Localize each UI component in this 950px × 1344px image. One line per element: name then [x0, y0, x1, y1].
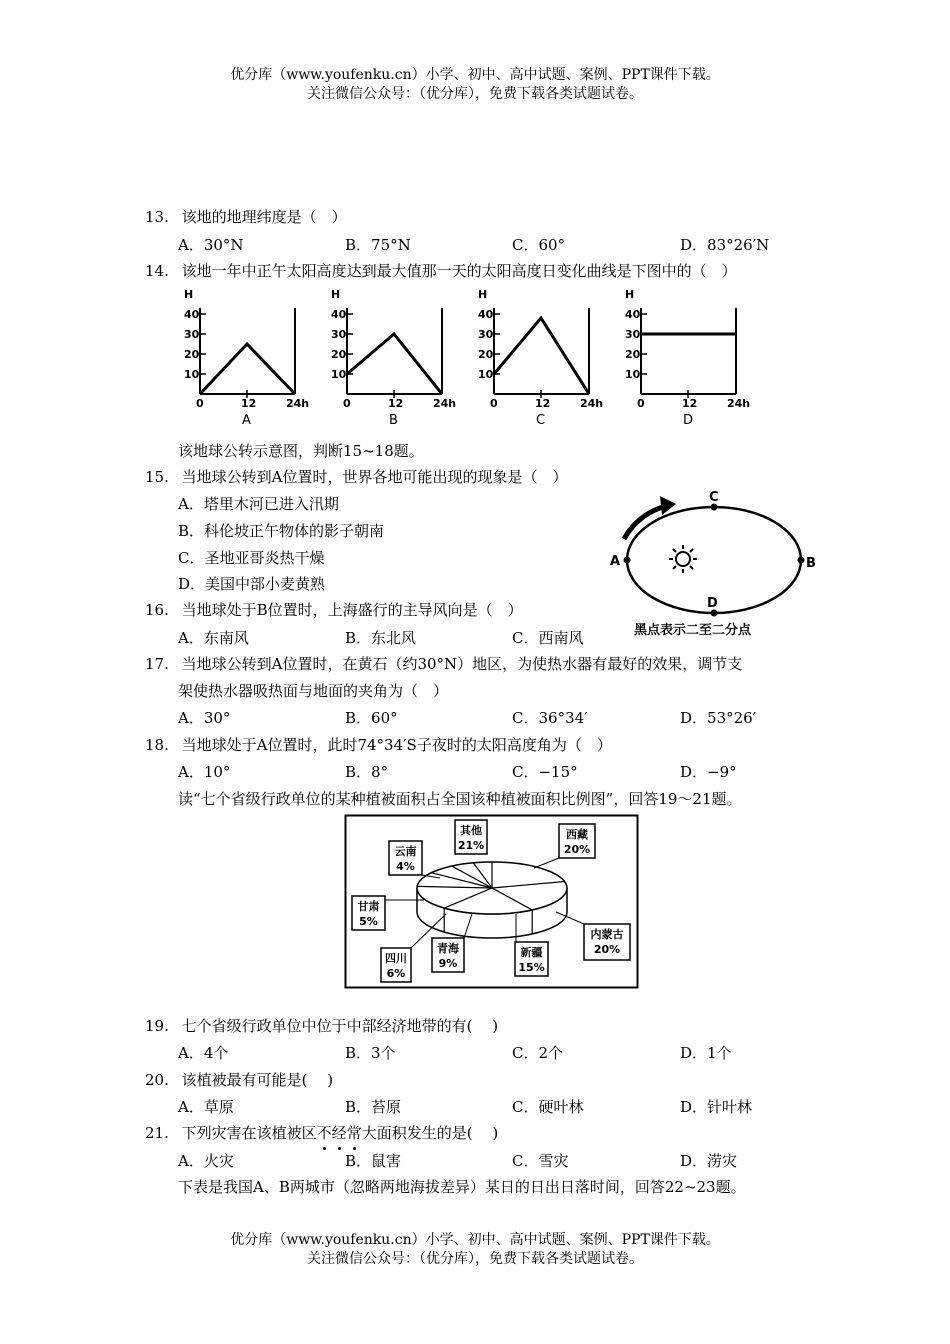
header-line-1: 优分库（www.youfenku.cn）小学、初中、高中试题、案例、PPT课件下载。 — [230, 67, 720, 83]
altitude-curve — [200, 344, 295, 394]
point-c-label: C — [709, 490, 719, 505]
label-name: 其他 — [460, 824, 482, 837]
option-d: D．涝灾 — [680, 1152, 738, 1170]
label-name: 甘肃 — [357, 900, 380, 913]
graph-letter: B — [389, 413, 398, 428]
y-axis-label: H — [625, 288, 635, 301]
y-tick-label: 30 — [331, 328, 347, 341]
graph-d — [625, 288, 750, 428]
graph-letter: C — [536, 413, 546, 428]
y-tick-label: 40 — [625, 308, 641, 321]
options-19 — [0, 1042, 950, 1062]
option-c: C．圣地亚哥炎热干燥 — [178, 549, 325, 567]
option-d: D．针叶林 — [680, 1098, 753, 1116]
option-b: B．8° — [345, 763, 389, 781]
label-pct: 6% — [386, 967, 406, 980]
altitude-curve — [347, 334, 442, 394]
question-number: 16. — [145, 601, 169, 619]
revolution-arrow — [624, 506, 666, 539]
options-16 — [0, 627, 620, 647]
question-19 — [145, 1015, 498, 1036]
option-d: D．83°26′N — [680, 236, 770, 254]
label-name: 西藏 — [566, 828, 588, 841]
question-stem-line-2: 架使热水器吸热面与地面的夹角为（ ） — [178, 682, 449, 700]
label-name: 四川 — [385, 952, 407, 965]
x-tick-label: 0 — [343, 397, 351, 410]
x-tick-label: 0 — [637, 397, 645, 410]
option-c: C．西南风 — [512, 629, 584, 647]
options-18 — [0, 761, 950, 781]
question-stem-line-1: 当地球公转到A位置时，在黄石（约30°N）地区，为使热水器有最好的效果，调节支 — [181, 655, 743, 673]
x-tick-label: 0 — [490, 397, 498, 410]
question-stem: 七个省级行政单位中位于中部经济地带的有( ) — [181, 1017, 499, 1035]
question-20 — [145, 1069, 333, 1090]
x-tick-label: 24h — [727, 397, 751, 410]
point-b-dot — [798, 557, 805, 564]
emphasis-char: 经 — [332, 1124, 347, 1142]
option-d: D．53°26′ — [680, 709, 757, 727]
y-tick-label: 40 — [331, 308, 347, 321]
graph-c — [478, 288, 603, 428]
option-c: C．雪灾 — [512, 1152, 569, 1170]
y-tick-label: 20 — [331, 348, 347, 361]
label-pct: 20% — [563, 843, 591, 856]
label-name: 云南 — [394, 845, 417, 858]
question-18 — [145, 734, 612, 755]
footer-line-2: 关注微信公众号：（优分库），免费下载各类试题试卷。 — [307, 1251, 643, 1267]
x-tick-label: 12 — [682, 397, 698, 410]
graph-letter: A — [242, 413, 251, 428]
y-tick-label: 20 — [184, 348, 200, 361]
orbit-caption: 黑点表示二至二分点 — [634, 623, 752, 638]
y-tick-label: 10 — [331, 368, 347, 381]
options-17 — [0, 707, 950, 727]
y-tick-label: 10 — [478, 368, 494, 381]
intro-15-18: 该地球公转示意图，判断15~18题。 — [178, 442, 424, 460]
orbit-diagram — [600, 484, 830, 640]
question-stem: 当地球处于A位置时，此时74°34′S子夜时的太阳高度角为（ ） — [181, 736, 612, 754]
label-name: 内蒙古 — [590, 928, 624, 941]
question-number: 18. — [145, 736, 169, 754]
y-tick-label: 40 — [184, 308, 200, 321]
option-d: D．美国中部小麦黄熟 — [178, 575, 326, 593]
label-pct: 9% — [438, 957, 458, 970]
option-c: C．60° — [512, 236, 566, 254]
y-tick-label: 30 — [625, 328, 641, 341]
question-number: 17. — [145, 655, 169, 673]
option-b: B．60° — [345, 709, 398, 727]
option-b: B．3个 — [345, 1044, 396, 1062]
options-20 — [0, 1096, 950, 1116]
y-tick-label: 30 — [478, 328, 494, 341]
label-name: 青海 — [437, 942, 459, 955]
question-number: 14. — [145, 262, 169, 280]
x-tick-label: 0 — [196, 397, 204, 410]
question-number: 21. — [145, 1124, 169, 1142]
option-a: A．4个 — [178, 1044, 229, 1062]
question-stem: 该植被最有可能是( ) — [181, 1071, 334, 1089]
x-tick-label: 24h — [580, 397, 604, 410]
option-c: C．硬叶林 — [512, 1098, 584, 1116]
point-a-label: A — [610, 554, 621, 569]
graph-letter: D — [683, 413, 694, 428]
y-axis-label: H — [184, 288, 194, 301]
label-pct: 5% — [359, 915, 378, 928]
y-axis-label: H — [478, 288, 488, 301]
question-number: 20. — [145, 1071, 169, 1089]
option-a: A．10° — [178, 763, 231, 781]
footer-line-1: 优分库（www.youfenku.cn）小学、初中、高中试题、案例、PPT课件下载。 — [230, 1232, 720, 1248]
option-c: C．−15° — [512, 763, 578, 781]
intro-19-21: 读“七个省级行政单位的某种植被面积占全国该种植被面积比例图”，回答19～21题。 — [178, 790, 742, 808]
point-a-dot — [624, 557, 631, 564]
emphasis-char: 不 — [317, 1124, 332, 1142]
question-stem: 下列灾害在该植被区不 经 常 大面积发生的是( ) — [182, 1124, 499, 1142]
question-stem: 该地一年中正午太阳高度达到最大值那一天的太阳高度日变化曲线是下图中的（ ） — [181, 262, 737, 280]
pie-label-其他 — [455, 820, 487, 854]
option-a: A．塔里木河已进入汛期 — [178, 495, 339, 513]
y-axis-label: H — [331, 288, 341, 301]
intro-22-23: 下表是我国A、B两城市（忽略两地海拔差异）某日的日出日落时间，回答22~23题。 — [178, 1178, 746, 1196]
question-stem: 当地球公转到A位置时，世界各地可能出现的现象是（ ） — [181, 468, 568, 486]
y-tick-label: 10 — [625, 368, 641, 381]
option-d: D．1个 — [680, 1044, 732, 1062]
option-b: B．75°N — [345, 236, 411, 254]
emphasis-char: 常 — [347, 1124, 362, 1142]
question-number: 15. — [145, 468, 169, 486]
question-16 — [145, 599, 523, 620]
option-a: A．30°N — [178, 236, 244, 254]
label-pct: 15% — [518, 961, 545, 974]
options-21 — [0, 1150, 950, 1170]
question-21 — [145, 1122, 498, 1143]
options-13 — [0, 234, 950, 254]
label-pct: 21% — [457, 839, 485, 852]
option-a: A．火灾 — [178, 1152, 234, 1170]
graph-a — [184, 288, 309, 428]
label-name: 新疆 — [520, 946, 543, 959]
y-tick-label: 40 — [478, 308, 494, 321]
label-pct: 4% — [396, 860, 415, 873]
option-b: B．鼠害 — [345, 1152, 402, 1170]
x-tick-label: 12 — [535, 397, 551, 410]
y-tick-label: 20 — [625, 348, 641, 361]
label-pct: 20% — [593, 943, 621, 956]
option-b: B．苔原 — [345, 1098, 402, 1116]
question-stem: 该地的地理纬度是（ ） — [181, 208, 347, 226]
option-a: A．草原 — [178, 1098, 234, 1116]
y-tick-label: 20 — [478, 348, 494, 361]
x-tick-label: 12 — [388, 397, 404, 410]
graph-b — [331, 288, 456, 428]
question-17 — [145, 653, 742, 674]
option-c: C．2个 — [512, 1044, 564, 1062]
option-d: D．−9° — [680, 763, 737, 781]
option-b: B．东北风 — [345, 629, 417, 647]
solar-altitude-graphs — [170, 286, 810, 436]
header-line-2: 关注微信公众号：（优分库），免费下载各类试题试卷。 — [307, 86, 643, 102]
question-number: 19. — [145, 1017, 169, 1035]
question-13 — [145, 206, 347, 227]
sun-icon — [669, 545, 697, 573]
option-b: B．科伦坡正午物体的影子朝南 — [178, 522, 385, 540]
y-tick-label: 30 — [184, 328, 200, 341]
question-stem: 当地球处于B位置时，上海盛行的主导风向是（ ） — [181, 601, 523, 619]
y-tick-label: 10 — [184, 368, 200, 381]
vegetation-pie-chart — [344, 814, 640, 990]
point-b-label: B — [806, 556, 816, 571]
question-15 — [145, 466, 567, 487]
question-14 — [145, 260, 737, 281]
option-a: A．东南风 — [178, 629, 249, 647]
question-number: 13. — [145, 208, 169, 226]
point-d-label: D — [707, 596, 718, 611]
altitude-curve — [494, 318, 589, 394]
x-tick-label: 24h — [433, 397, 457, 410]
option-a: A．30° — [178, 709, 231, 727]
x-tick-label: 12 — [241, 397, 257, 410]
x-tick-label: 24h — [286, 397, 310, 410]
option-c: C．36°34′ — [512, 709, 588, 727]
